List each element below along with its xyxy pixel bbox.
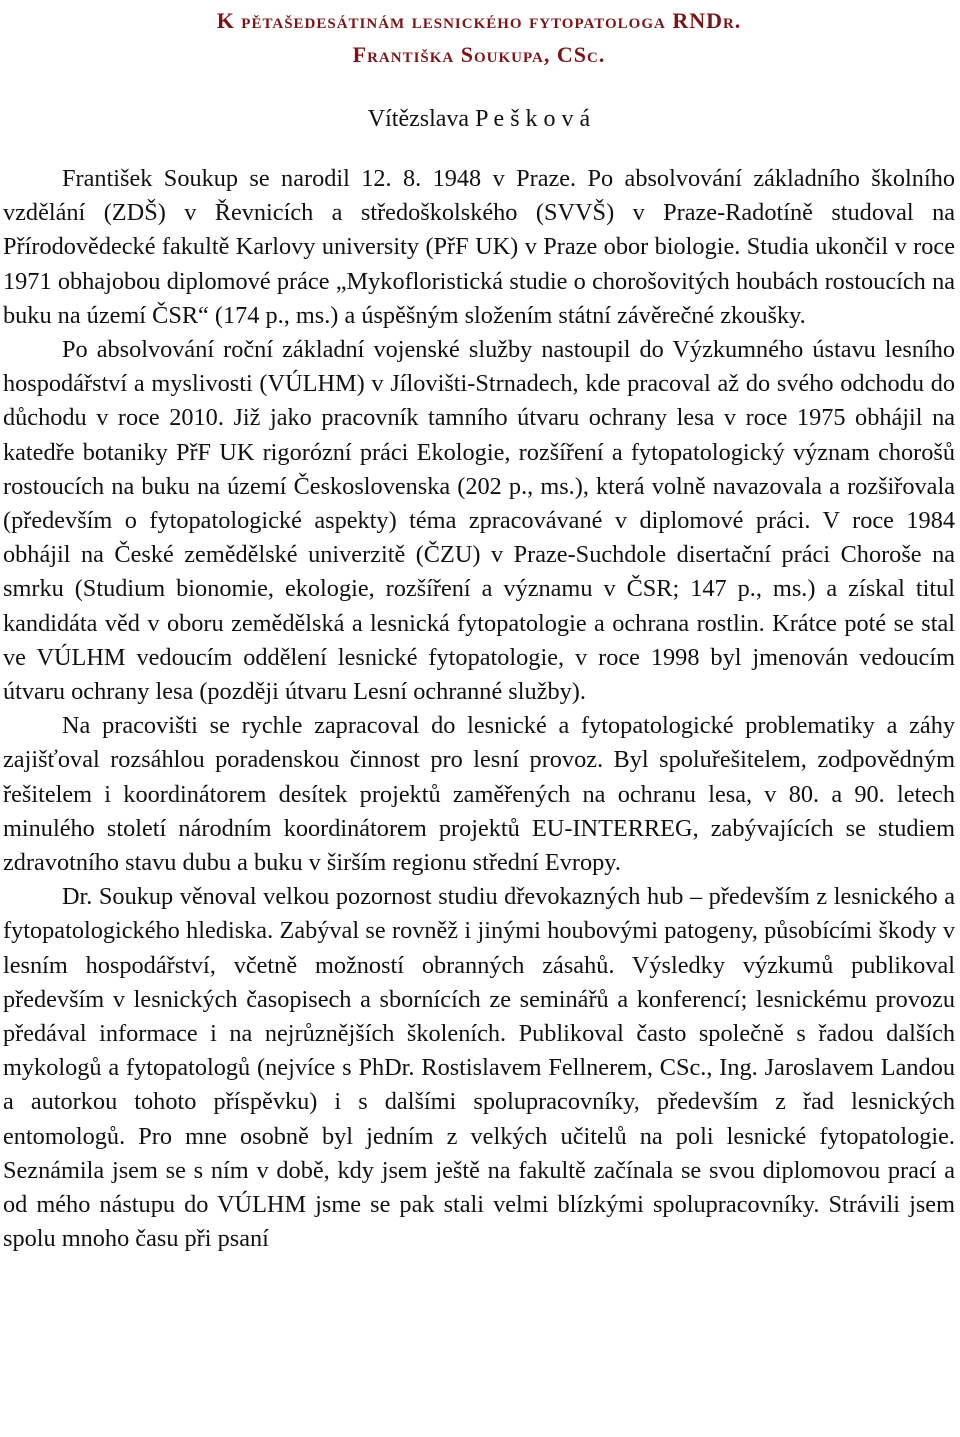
paragraph-3: Na pracovišti se rychle zapracoval do lesnické a fytopatologické problematiky a záhy zajišťoval rozsáhlou poradenskou činnost pro lesní provoz. Byl spoluřešitelem, zodpovědným řešitelem i koordinátorem desítek projektů zaměřených na ochranu lesa, v 80. a 90. letech minulého století národním koordinátorem projektů EU-INTERREG, zabývajících se studiem zdravotního stavu dubu a buku v širším regionu střední Evropy. bbox=[3, 712, 955, 877]
paragraph-4: Dr. Soukup věnoval velkou pozornost studiu dřevokazných hub – především z lesnického a fytopatologického hlediska. Zabýval se rovněž i jinými houbovými patogeny, působícími škody v lesním hospodářství, včetně možností obranných zásahů. Výsledky výzkumů publikoval především v lesnických časopisech a sbornících ze seminářů a konferencí; lesnickému provozu předával informace i na nejrůznějších školeních. Publikoval často společně s řadou dalších mykologů a fytopatologů (nejvíce s PhDr. Rostislavem Fellnerem, CSc., Ing. Jaroslavem Landou a autorkou tohoto příspěvku) i s dalšími spolupracovníky, především z řad lesnických entomologů. Pro mne osobně byl jedním z velkých učitelů na poli lesnické fytopatologie. Seznámila jsem se s ním v době, kdy jsem ještě na fakultě začínala se svou diplomovou prací a od mého nástupu do VÚLHM jsme se pak stali velmi blízkými spolupracovníky. Strávili jsem spolu mnoho času při psaní bbox=[3, 883, 955, 1253]
title-line-1: K pětašedesátinám lesnického fytopatologa RNDr. bbox=[216, 8, 742, 33]
article-body bbox=[3, 162, 955, 1257]
paragraph-2: Po absolvování roční základní vojenské služby nastoupil do Výzkumného ústavu lesního hospodářství a myslivosti (VÚLHM) v Jílovišti-Strnadech, kde pracoval až do svého odchodu do důchodu v roce 2010. Již jako pracovník tamního útvaru ochrany lesa v roce 1975 obhájil na katedře botaniky PřF UK rigorózní práci Ekologie, rozšíření a fytopatologický význam chorošů rostoucích na buku na území Československa (202 p., ms.), která volně navazovala a rozšiřovala (především o fytopatologické aspekty) téma zpracovávané v diplomové práci. V roce 1984 obhájil na České zemědělské univerzitě (ČZU) v Praze-Suchdole disertační práci Choroše na smrku (Studium bionomie, ekologie, rozšíření a významu v ČSR; 147 p., ms.) a získal titul kandidáta věd v oboru zemědělská a lesnická fytopatologie a ochrana rostlin. Krátce poté se stal ve VÚLHM vedoucím oddělení lesnické fytopatologie, v roce 1998 byl jmenován vedoucím útvaru ochrany lesa (později útvaru Lesní ochranné služby). bbox=[3, 336, 955, 706]
title-line-2: Františka Soukupa, CSc. bbox=[352, 42, 606, 67]
paragraph-1: František Soukup se narodil 12. 8. 1948 v Praze. Po absolvování základního školního vzdělání (ZDŠ) v Řevnicích a středoškolského (SVVŠ) v Praze-Radotíně studoval na Přírodovědecké fakultě Karlovy university (PřF UK) v Praze obor biologie. Studia ukončil v roce 1971 obhajobou diplomové práce „Mykofloristická studie o chorošovitých houbách rostoucích na buku na území ČSR“ (174 p., ms.) a úspěšným složením státní závěrečné zkoušky. bbox=[3, 165, 955, 329]
document-page bbox=[3, 0, 955, 1257]
author-name: Vítězslava P e š k o v á bbox=[367, 106, 591, 132]
page-title bbox=[3, 0, 955, 72]
